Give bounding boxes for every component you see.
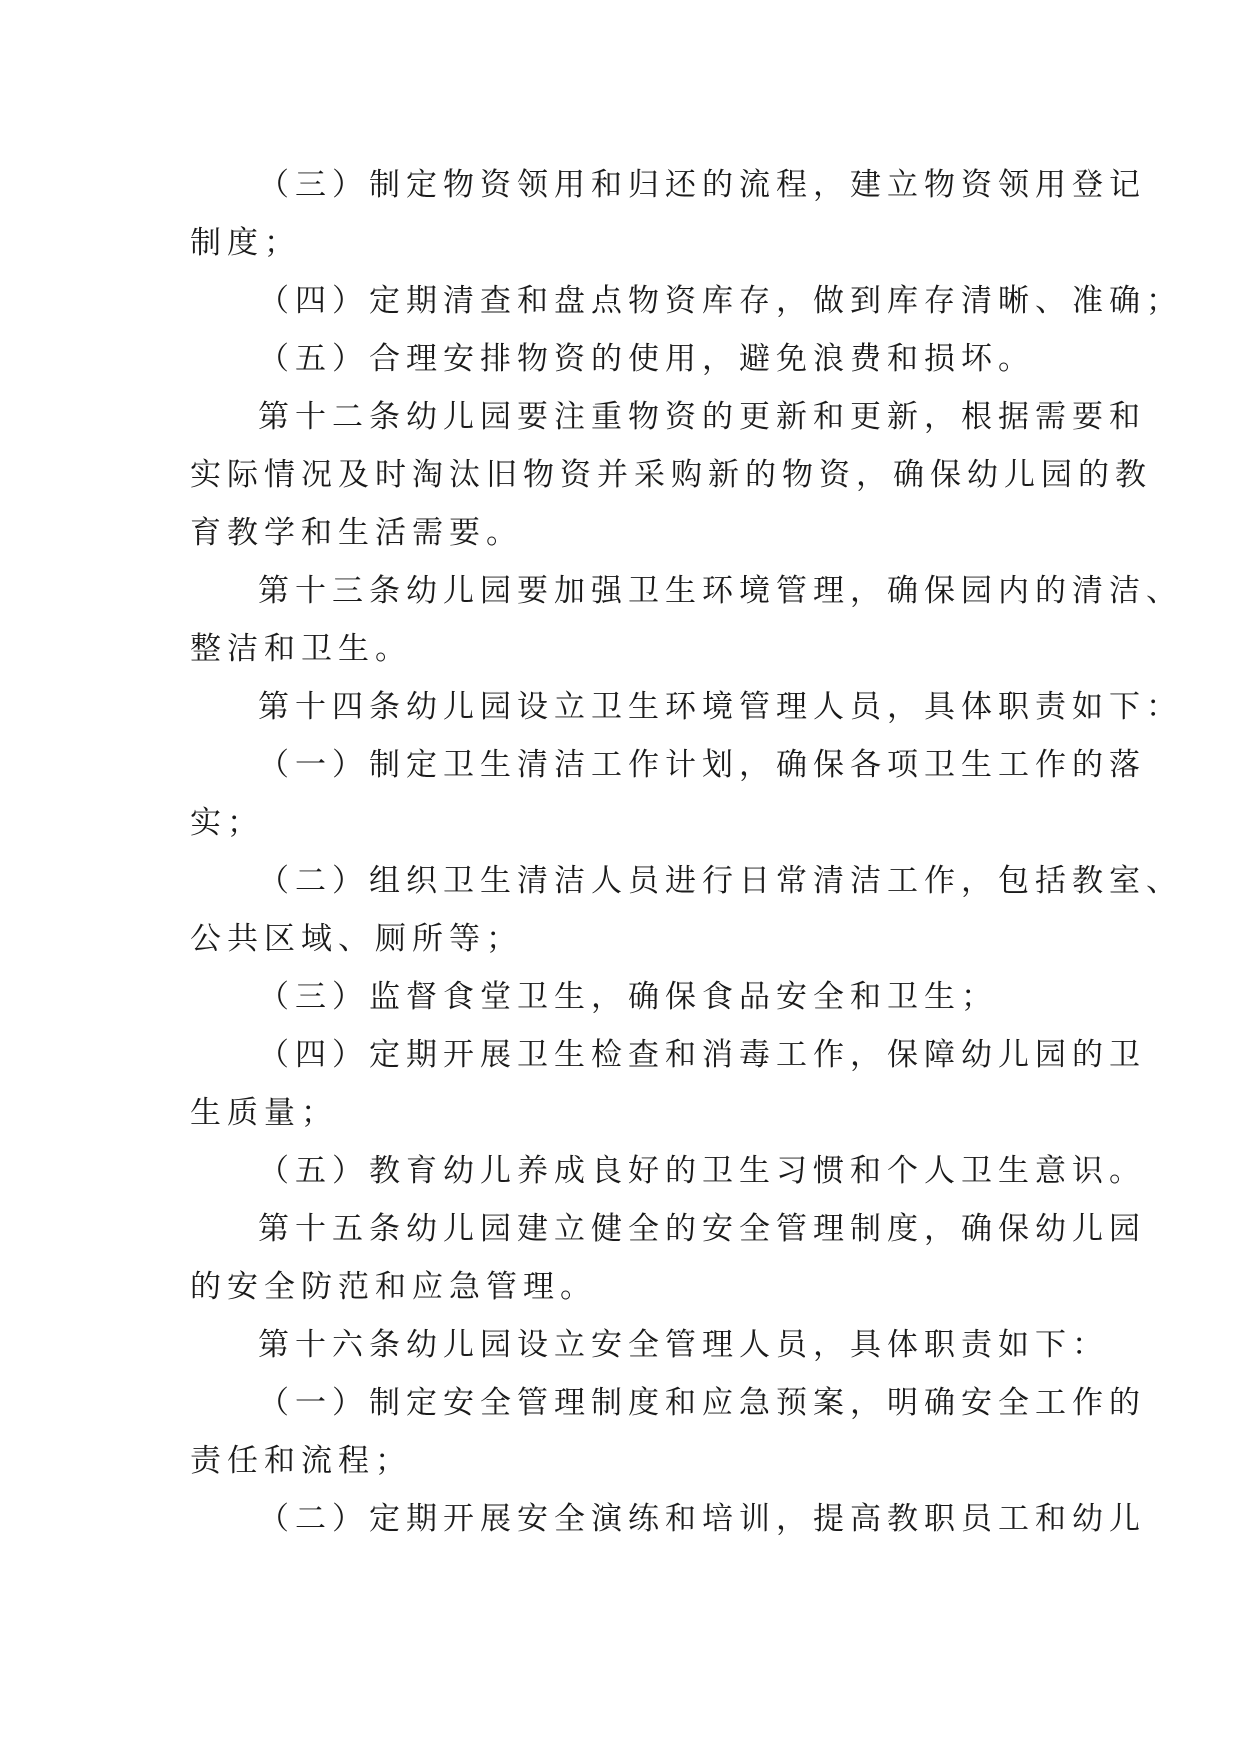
text-line: （五）教育幼儿养成良好的卫生习惯和个人卫生意识。	[258, 1153, 1146, 1189]
text-line: （二）组织卫生清洁人员进行日常清洁工作，包括教室、	[258, 863, 1183, 899]
text-line: 责任和流程；	[190, 1443, 412, 1479]
text-line: （一）制定安全管理制度和应急预案，明确安全工作的	[258, 1385, 1146, 1421]
text-line: 第十六条幼儿园设立安全管理人员，具体职责如下：	[258, 1327, 1109, 1363]
text-line: 公共区域、厕所等；	[190, 921, 523, 957]
text-line: 第十四条幼儿园设立卫生环境管理人员，具体职责如下：	[258, 689, 1183, 725]
text-line: 生质量；	[190, 1095, 338, 1131]
document-body	[190, 156, 1183, 1548]
text-line: 第十二条幼儿园要注重物资的更新和更新，根据需要和	[258, 399, 1146, 435]
text-line: 的安全防范和应急管理。	[190, 1269, 597, 1305]
text-line: 第十五条幼儿园建立健全的安全管理制度，确保幼儿园	[258, 1211, 1146, 1247]
text-line: （一）制定卫生清洁工作计划，确保各项卫生工作的落	[258, 747, 1146, 783]
text-line: （二）定期开展安全演练和培训，提高教职员工和幼儿	[258, 1501, 1146, 1537]
text-line: （四）定期清查和盘点物资库存，做到库存清晰、准确；	[258, 283, 1183, 319]
text-line: 实际情况及时淘汰旧物资并采购新的物资，确保幼儿园的教	[190, 457, 1152, 493]
text-line: 制度；	[190, 225, 301, 261]
text-line: （五）合理安排物资的使用，避免浪费和损坏。	[258, 341, 1035, 377]
text-line: （三）监督食堂卫生，确保食品安全和卫生；	[258, 979, 998, 1015]
text-line: 实；	[190, 805, 264, 841]
text-line: （三）制定物资领用和归还的流程，建立物资领用登记	[258, 167, 1146, 203]
text-line: （四）定期开展卫生检查和消毒工作，保障幼儿园的卫	[258, 1037, 1146, 1073]
text-line: 第十三条幼儿园要加强卫生环境管理，确保园内的清洁、	[258, 573, 1183, 609]
text-line: 整洁和卫生。	[190, 631, 412, 667]
text-line: 育教学和生活需要。	[190, 515, 523, 551]
